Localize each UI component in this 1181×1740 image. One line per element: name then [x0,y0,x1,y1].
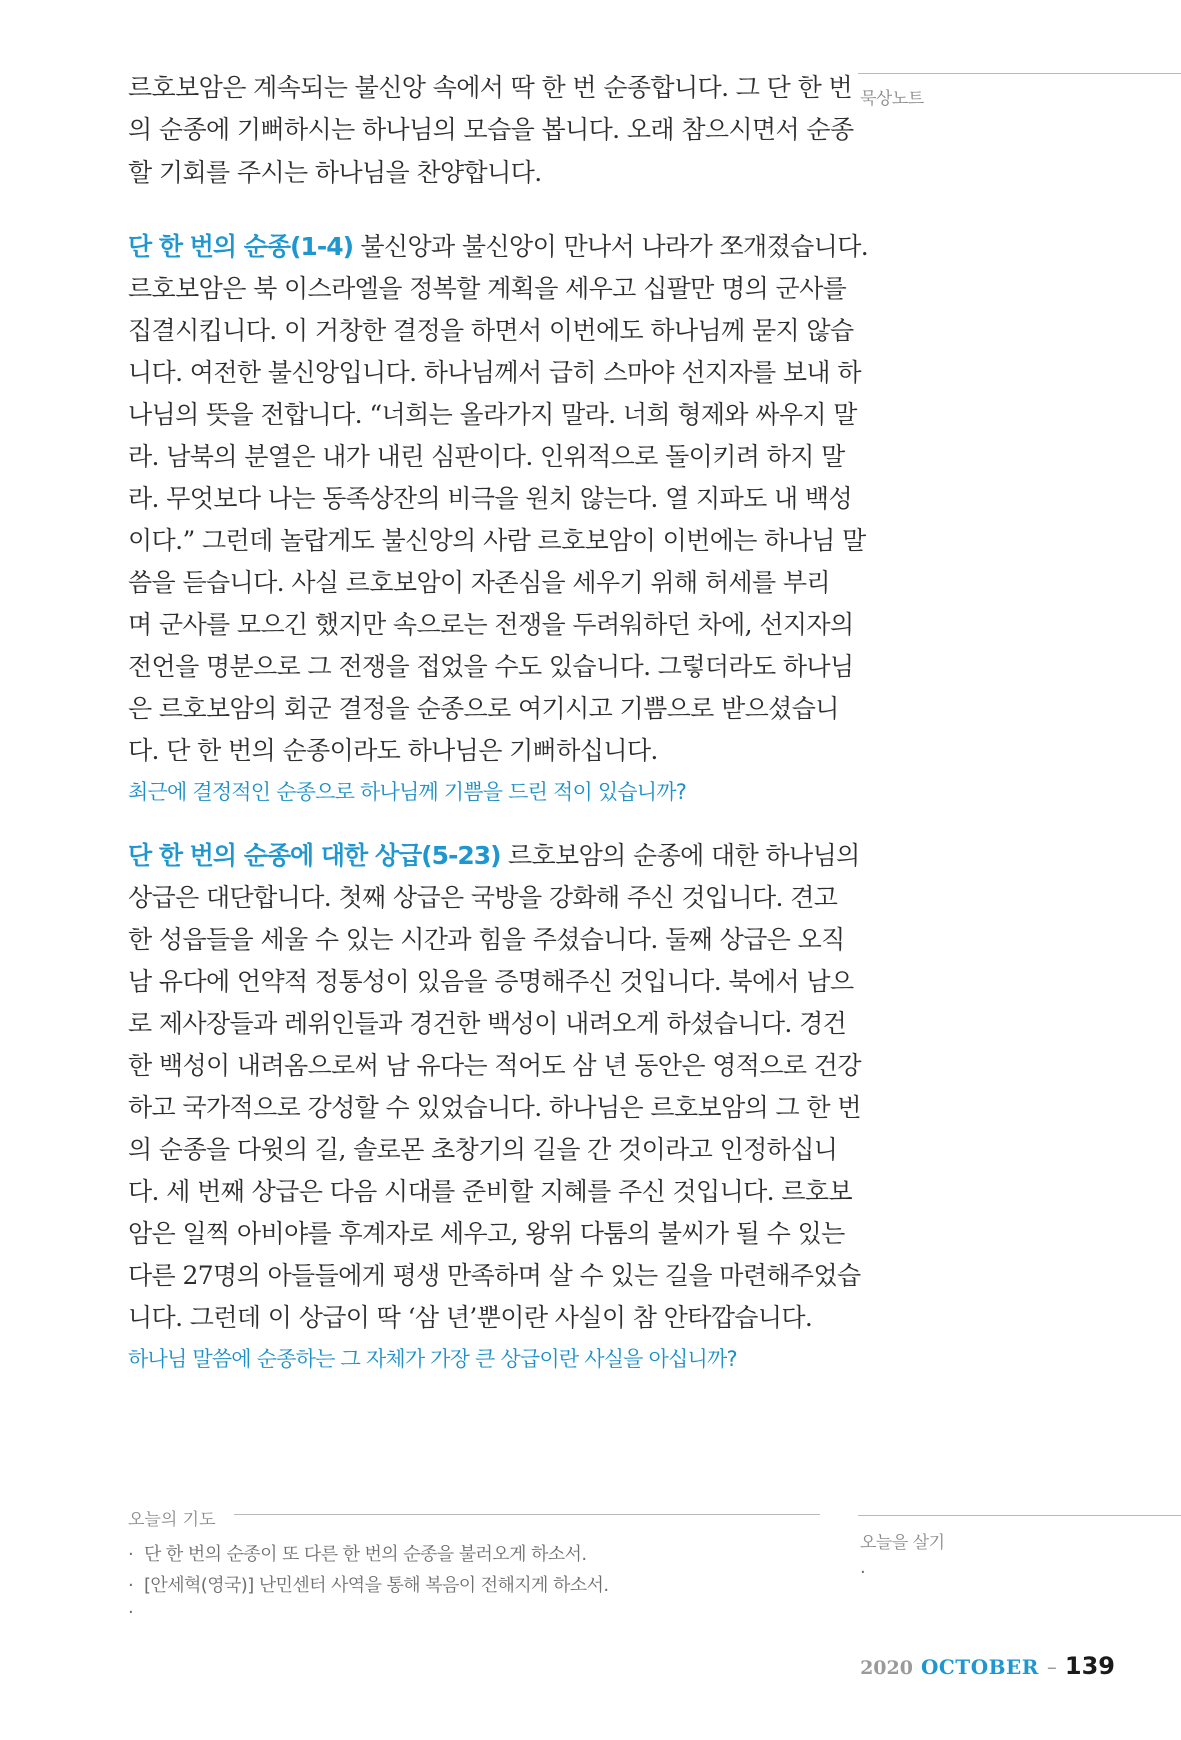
section1-line: 이다.” 그런데 놀랍게도 불신앙의 사람 르호보암이 이번에는 하나님 말 [128,526,866,555]
sidebar-bottom-rule [858,1515,1181,1516]
section1-line: 다. 단 한 번의 순종이라도 하나님은 기뻐하십니다. [128,736,658,765]
prayer-title: 오늘의 기도 [128,1510,216,1530]
prayer-item-text: 단 한 번의 순종이 또 다른 한 번의 순종을 불러오게 하소서. [144,1544,587,1565]
footer-dash: – [1046,1655,1057,1679]
section2-first-line-text: 르호보암의 순종에 대한 하나님의 [500,841,860,870]
section2-line: 하고 국가적으로 강성할 수 있었습니다. 하나님은 르호보암의 그 한 번 [128,1093,861,1122]
today-living-label: 오늘을 살기 [860,1533,945,1553]
prayer-item [128,1571,608,1597]
section1-line: 나님의 뜻을 전합니다. “너희는 올라가지 말라. 너희 형제와 싸우지 말 [128,400,857,429]
section1-line: 며 군사를 모으긴 했지만 속으로는 전쟁을 두려워하던 차에, 선지자의 [128,610,854,639]
prayer-bullet: · [128,1544,134,1565]
section2-heading: 단 한 번의 순종에 대한 상급(5-23) [128,841,501,870]
section1-line: 전언을 명분으로 그 전쟁을 접었을 수도 있습니다. 그렇더라도 하나님 [128,652,854,681]
section1-line: 씀을 듣습니다. 사실 르호보암이 자존심을 세우기 위해 허세를 부리 [128,568,830,597]
section2-line: 니다. 그런데 이 상급이 딱 ‘삼 년’뿐이란 사실이 참 안타깝습니다. [128,1303,813,1332]
section2-line: 남 유다에 언약적 정통성이 있음을 증명해주신 것입니다. 북에서 남으 [128,967,854,996]
section1-first-line-text: 불신앙과 불신앙이 만나서 나라가 쪼개졌습니다. [353,232,869,261]
intro-line: 의 순종에 기뻐하시는 하나님의 모습을 봅니다. 오래 참으시면서 순종 [128,115,854,144]
section2-line: 의 순종을 다윗의 길, 솔로몬 초창기의 길을 간 것이라고 인정하십니 [128,1135,838,1164]
prayer-bullet: · [128,1575,134,1596]
section1-line: 르호보암은 북 이스라엘을 정복할 계획을 세우고 십팔만 명의 군사를 [128,274,847,303]
prayer-rule [234,1514,820,1515]
section1-line: 은 르호보암의 회군 결정을 순종으로 여기시고 기쁨으로 받으셨습니 [128,694,839,723]
section1-first-line [128,227,869,263]
section2-line: 상급은 대단합니다. 첫째 상급은 국방을 강화해 주신 것입니다. 견고 [128,883,838,912]
section1-line: 집결시킵니다. 이 거창한 결정을 하면서 이번에도 하나님께 묻지 않습 [128,316,854,345]
intro-line: 할 기회를 주시는 하나님을 찬양합니다. [128,158,542,187]
footer-year: 2020 [860,1657,913,1679]
section1-line: 라. 남북의 분열은 내가 내린 심판이다. 인위적으로 돌이키려 하지 말 [128,442,845,471]
section2-line: 다. 세 번째 상급은 다음 시대를 준비할 지혜를 주신 것입니다. 르호보 [128,1177,853,1206]
prayer-item-text: [안세혁(영국)] 난민센터 사역을 통해 복음이 전해지게 하소서. [144,1575,609,1596]
section1-heading: 단 한 번의 순종(1-4) [128,232,354,261]
section2-line: 다른 27명의 아들들에게 평생 만족하며 살 수 있는 길을 마련해주었습 [128,1261,861,1290]
meditation-note-label: 묵상노트 [860,89,924,109]
section2-line: 암은 일찍 아비야를 후계자로 세우고, 왕위 다툼의 불씨가 될 수 있는 [128,1219,845,1248]
section2-line: 한 성읍들을 세울 수 있는 시간과 힘을 주셨습니다. 둘째 상급은 오직 [128,925,845,954]
section1-line: 라. 무엇보다 나는 동족상잔의 비극을 원치 않는다. 열 지파도 내 백성 [128,484,853,513]
footer-month: OCTOBER [920,1655,1039,1679]
section1-question: 최근에 결정적인 순종으로 하나님께 기쁨을 드린 적이 있습니까? [128,780,687,804]
prayer-bullet: · [128,1602,134,1623]
page-footer [860,1652,1115,1680]
intro-line: 르호보암은 계속되는 불신앙 속에서 딱 한 번 순종합니다. 그 단 한 번 [128,73,853,102]
page-number: 139 [1064,1652,1115,1680]
section2-question: 하나님 말씀에 순종하는 그 자체가 가장 큰 상급이란 사실을 아십니까? [128,1347,737,1371]
section2-line: 로 제사장들과 레위인들과 경건한 백성이 내려오게 하셨습니다. 경건 [128,1009,847,1038]
prayer-item [128,1602,144,1623]
today-living-item: · [860,1562,866,1583]
sidebar-top-rule [858,73,1181,74]
section1-line: 니다. 여전한 불신앙입니다. 하나님께서 급히 스마야 선지자를 보내 하 [128,358,861,387]
prayer-item [128,1540,586,1566]
section2-first-line [128,836,860,872]
section2-line: 한 백성이 내려옴으로써 남 유다는 적어도 삼 년 동안은 영적으로 건강 [128,1051,861,1080]
